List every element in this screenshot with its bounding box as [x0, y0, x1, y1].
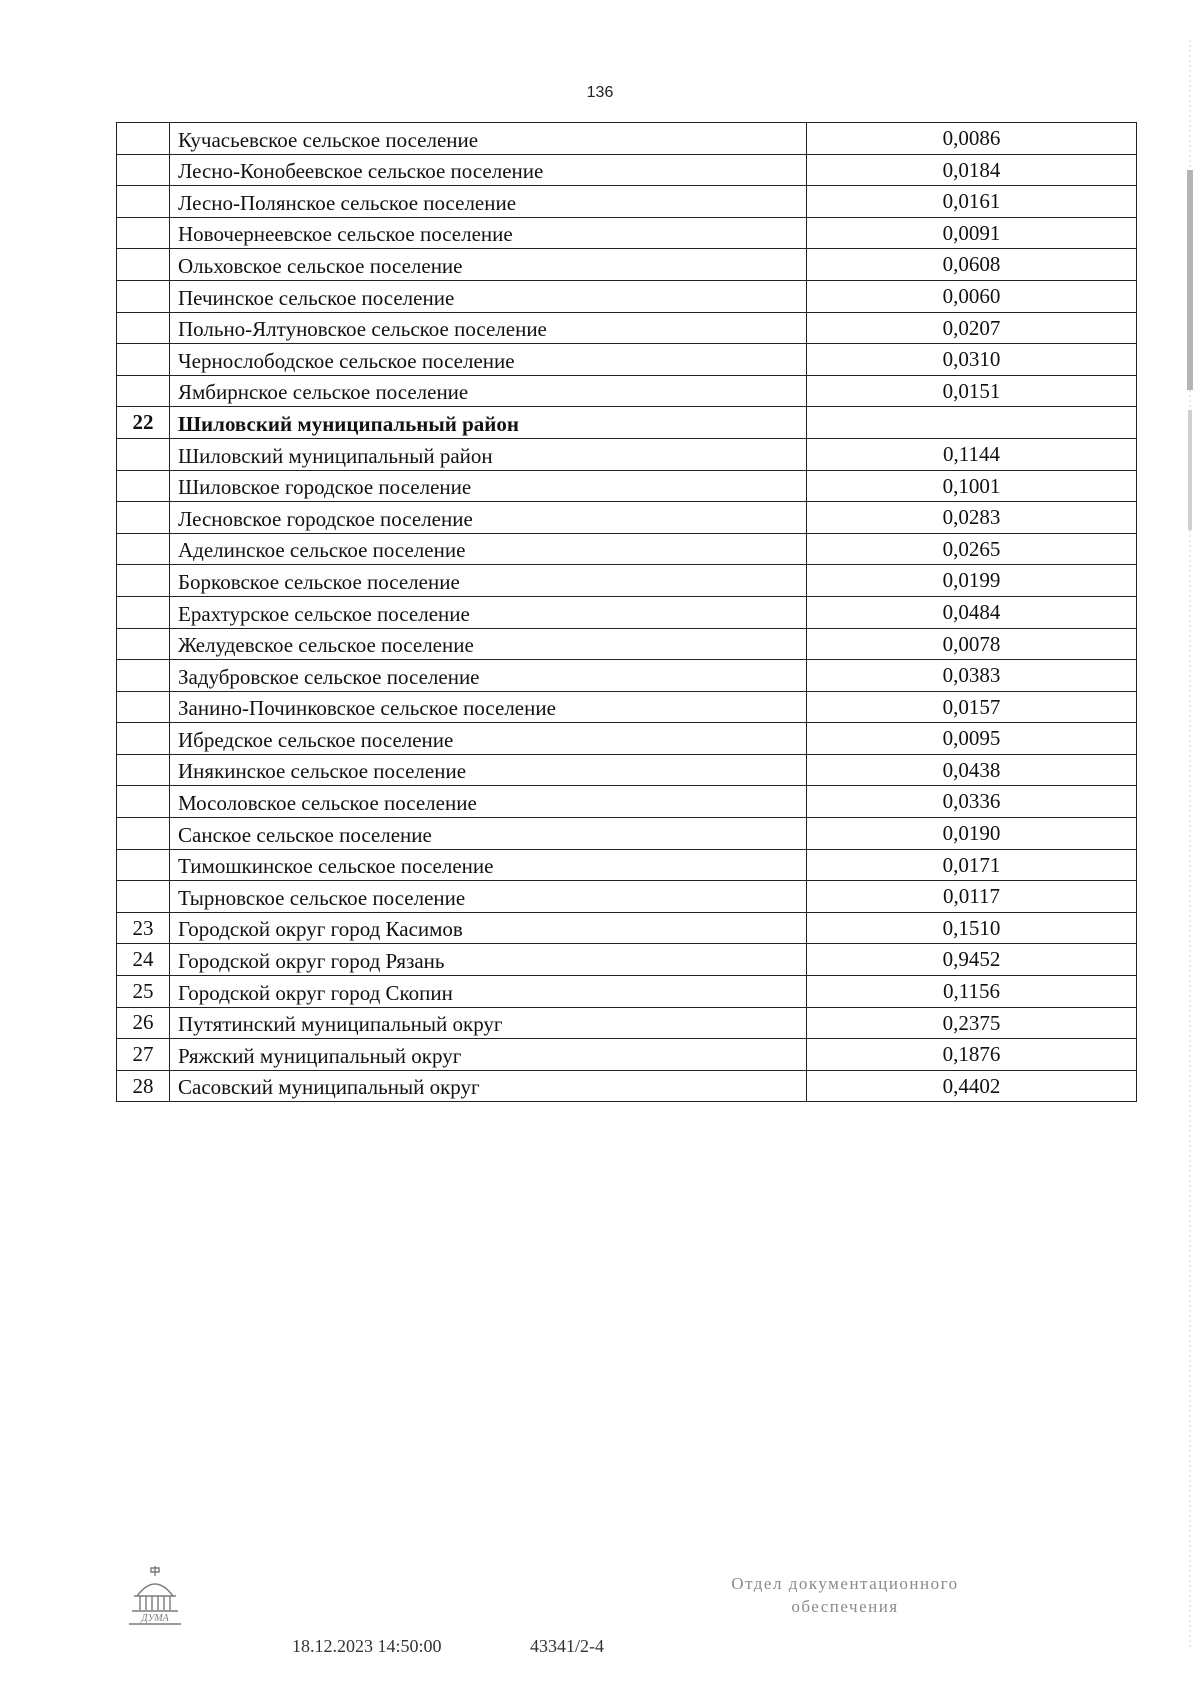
municipality-name-cell: Ибредское сельское поселение — [170, 723, 807, 755]
coefficient-value-cell: 0,0157 — [807, 691, 1137, 723]
coefficient-value-cell: 0,0151 — [807, 375, 1137, 407]
table-row — [117, 912, 1137, 944]
municipality-name-cell: Шиловский муниципальный район — [170, 407, 807, 439]
department-stamp — [700, 1572, 990, 1618]
municipality-name-cell: Сасовский муниципальный округ — [170, 1070, 807, 1102]
row-number-cell: 24 — [117, 944, 170, 976]
municipality-name-cell: Желудевское сельское поселение — [170, 628, 807, 660]
coefficient-value-cell: 0,0078 — [807, 628, 1137, 660]
coefficient-value-cell: 0,1510 — [807, 912, 1137, 944]
municipality-name-cell: Мосоловское сельское поселение — [170, 786, 807, 818]
municipality-name-cell: Шиловское городское поселение — [170, 470, 807, 502]
table-row — [117, 786, 1137, 818]
table-row — [117, 944, 1137, 976]
coefficient-value-cell: 0,0117 — [807, 881, 1137, 913]
table-row — [117, 154, 1137, 186]
row-number-cell — [117, 375, 170, 407]
coefficient-value-cell: 0,0171 — [807, 849, 1137, 881]
table-row — [117, 502, 1137, 534]
table-row — [117, 1039, 1137, 1071]
row-number-cell — [117, 280, 170, 312]
table-row — [117, 596, 1137, 628]
municipality-name-cell: Ольховское сельское поселение — [170, 249, 807, 281]
coefficient-value-cell: 0,0095 — [807, 723, 1137, 755]
row-number-cell — [117, 470, 170, 502]
municipality-name-cell: Аделинское сельское поселение — [170, 533, 807, 565]
coefficient-value-cell: 0,0060 — [807, 280, 1137, 312]
coefficient-value-cell: 0,0086 — [807, 123, 1137, 155]
stamp-line-2: обеспечения — [791, 1597, 899, 1616]
table-row — [117, 1007, 1137, 1039]
table-row — [117, 881, 1137, 913]
municipality-name-cell: Лесно-Полянское сельское поселение — [170, 186, 807, 218]
row-number-cell — [117, 660, 170, 692]
table-row — [117, 754, 1137, 786]
municipality-name-cell: Санское сельское поселение — [170, 818, 807, 850]
data-table — [116, 122, 1137, 1102]
table-row — [117, 565, 1137, 597]
table-row — [117, 849, 1137, 881]
coefficient-value-cell: 0,0608 — [807, 249, 1137, 281]
row-number-cell — [117, 628, 170, 660]
row-number-cell — [117, 691, 170, 723]
municipality-name-cell: Польно-Ялтуновское сельское поселение — [170, 312, 807, 344]
municipality-name-cell: Борковское сельское поселение — [170, 565, 807, 597]
coefficient-value-cell: 0,0184 — [807, 154, 1137, 186]
row-number-cell: 22 — [117, 407, 170, 439]
row-number-cell — [117, 565, 170, 597]
table-row — [117, 723, 1137, 755]
registration-datetime: 18.12.2023 14:50:00 — [292, 1636, 442, 1656]
table-row — [117, 470, 1137, 502]
row-number-cell: 28 — [117, 1070, 170, 1102]
duma-logo-icon — [124, 1562, 186, 1628]
table-row — [117, 344, 1137, 376]
row-number-cell: 23 — [117, 912, 170, 944]
row-number-cell: 25 — [117, 976, 170, 1008]
coefficient-value-cell: 0,0190 — [807, 818, 1137, 850]
row-number-cell — [117, 818, 170, 850]
coefficient-value-cell: 0,4402 — [807, 1070, 1137, 1102]
municipality-name-cell: Новочернеевское сельское поселение — [170, 217, 807, 249]
municipality-name-cell: Инякинское сельское поселение — [170, 754, 807, 786]
row-number-cell — [117, 344, 170, 376]
row-number-cell — [117, 849, 170, 881]
coefficient-value-cell: 0,1144 — [807, 438, 1137, 470]
row-number-cell: 27 — [117, 1039, 170, 1071]
row-number-cell — [117, 596, 170, 628]
municipality-name-cell: Тырновское сельское поселение — [170, 881, 807, 913]
municipality-name-cell: Ямбирнское сельское поселение — [170, 375, 807, 407]
coefficient-value-cell: 0,1876 — [807, 1039, 1137, 1071]
row-number-cell — [117, 786, 170, 818]
coefficient-value-cell: 0,0310 — [807, 344, 1137, 376]
row-number-cell — [117, 881, 170, 913]
coefficient-value-cell: 0,9452 — [807, 944, 1137, 976]
row-number-cell — [117, 754, 170, 786]
municipality-name-cell: Печинское сельское поселение — [170, 280, 807, 312]
table-row — [117, 217, 1137, 249]
coefficient-value-cell: 0,0199 — [807, 565, 1137, 597]
table-body — [117, 123, 1137, 1102]
table-row — [117, 438, 1137, 470]
coefficient-value-cell: 0,0383 — [807, 660, 1137, 692]
stamp-line-1: Отдел документационного — [731, 1574, 959, 1593]
municipality-name-cell: Ряжский муниципальный округ — [170, 1039, 807, 1071]
coefficient-value-cell: 0,0336 — [807, 786, 1137, 818]
coefficient-value-cell — [807, 407, 1137, 439]
coefficient-value-cell: 0,1156 — [807, 976, 1137, 1008]
row-number-cell — [117, 217, 170, 249]
municipality-name-cell: Шиловский муниципальный район — [170, 438, 807, 470]
coefficient-value-cell: 0,2375 — [807, 1007, 1137, 1039]
municipality-name-cell: Кучасьевское сельское поселение — [170, 123, 807, 155]
table-row — [117, 375, 1137, 407]
coefficient-value-cell: 0,0484 — [807, 596, 1137, 628]
coefficient-value-cell: 0,0283 — [807, 502, 1137, 534]
row-number-cell — [117, 502, 170, 534]
municipality-name-cell: Задубровское сельское поселение — [170, 660, 807, 692]
coefficient-value-cell: 0,1001 — [807, 470, 1137, 502]
table-row — [117, 312, 1137, 344]
municipality-name-cell: Чернослободское сельское поселение — [170, 344, 807, 376]
row-number-cell — [117, 533, 170, 565]
municipality-name-cell: Занино-Починковское сельское поселение — [170, 691, 807, 723]
coefficient-value-cell: 0,0438 — [807, 754, 1137, 786]
table-row — [117, 691, 1137, 723]
row-number-cell — [117, 312, 170, 344]
municipality-name-cell: Городской округ город Касимов — [170, 912, 807, 944]
row-number-cell — [117, 154, 170, 186]
municipality-name-cell: Городской округ город Скопин — [170, 976, 807, 1008]
table-row — [117, 249, 1137, 281]
municipality-name-cell: Лесно-Конобеевское сельское поселение — [170, 154, 807, 186]
municipality-name-cell: Путятинский муниципальный округ — [170, 1007, 807, 1039]
row-number-cell — [117, 249, 170, 281]
table-row — [117, 1070, 1137, 1102]
table-row — [117, 818, 1137, 850]
municipality-name-cell: Тимошкинское сельское поселение — [170, 849, 807, 881]
table-section-row — [117, 407, 1137, 439]
scan-edge-artifact — [1185, 0, 1195, 1695]
table-row — [117, 628, 1137, 660]
coefficient-value-cell: 0,0207 — [807, 312, 1137, 344]
row-number-cell — [117, 723, 170, 755]
municipality-name-cell: Лесновское городское поселение — [170, 502, 807, 534]
table-row — [117, 660, 1137, 692]
table-row — [117, 186, 1137, 218]
coefficient-value-cell: 0,0265 — [807, 533, 1137, 565]
table-row — [117, 533, 1137, 565]
table-row — [117, 280, 1137, 312]
page-number: 136 — [586, 84, 614, 101]
logo-text: ДУМА — [141, 1613, 169, 1624]
table-row — [117, 976, 1137, 1008]
row-number-cell: 26 — [117, 1007, 170, 1039]
municipality-name-cell: Ерахтурское сельское поселение — [170, 596, 807, 628]
municipality-name-cell: Городской округ город Рязань — [170, 944, 807, 976]
document-number: 43341/2-4 — [530, 1636, 604, 1656]
table-row — [117, 123, 1137, 155]
row-number-cell — [117, 186, 170, 218]
row-number-cell — [117, 123, 170, 155]
row-number-cell — [117, 438, 170, 470]
coefficient-value-cell: 0,0091 — [807, 217, 1137, 249]
coefficient-value-cell: 0,0161 — [807, 186, 1137, 218]
